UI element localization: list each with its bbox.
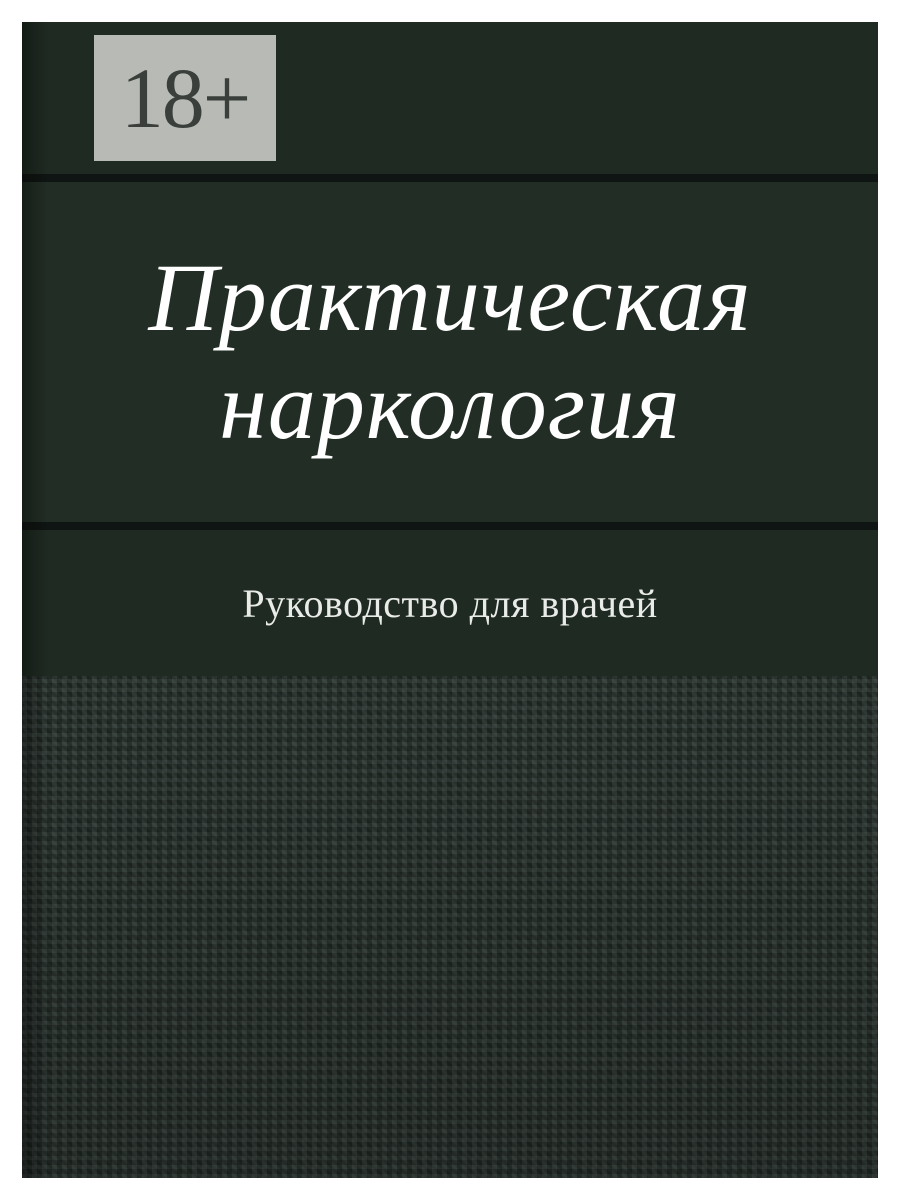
page-edge-bottom [0, 1178, 900, 1200]
page-edge-left [0, 0, 22, 1200]
texture-shading [22, 676, 878, 1178]
book-title-line-2: наркология [219, 352, 681, 459]
age-rating-badge: 18+ [94, 35, 276, 161]
divider-bottom [22, 522, 878, 530]
subtitle-band [22, 530, 878, 676]
book-subtitle: Руководство для врачей [242, 580, 658, 626]
page-edge-right [878, 0, 900, 1200]
title-band [22, 182, 878, 522]
cover-texture-panel [22, 676, 878, 1178]
book-title-line-1: Практическая [148, 244, 752, 352]
divider-top [22, 174, 878, 182]
author-band [22, 22, 878, 174]
page-edge-top [0, 0, 900, 22]
